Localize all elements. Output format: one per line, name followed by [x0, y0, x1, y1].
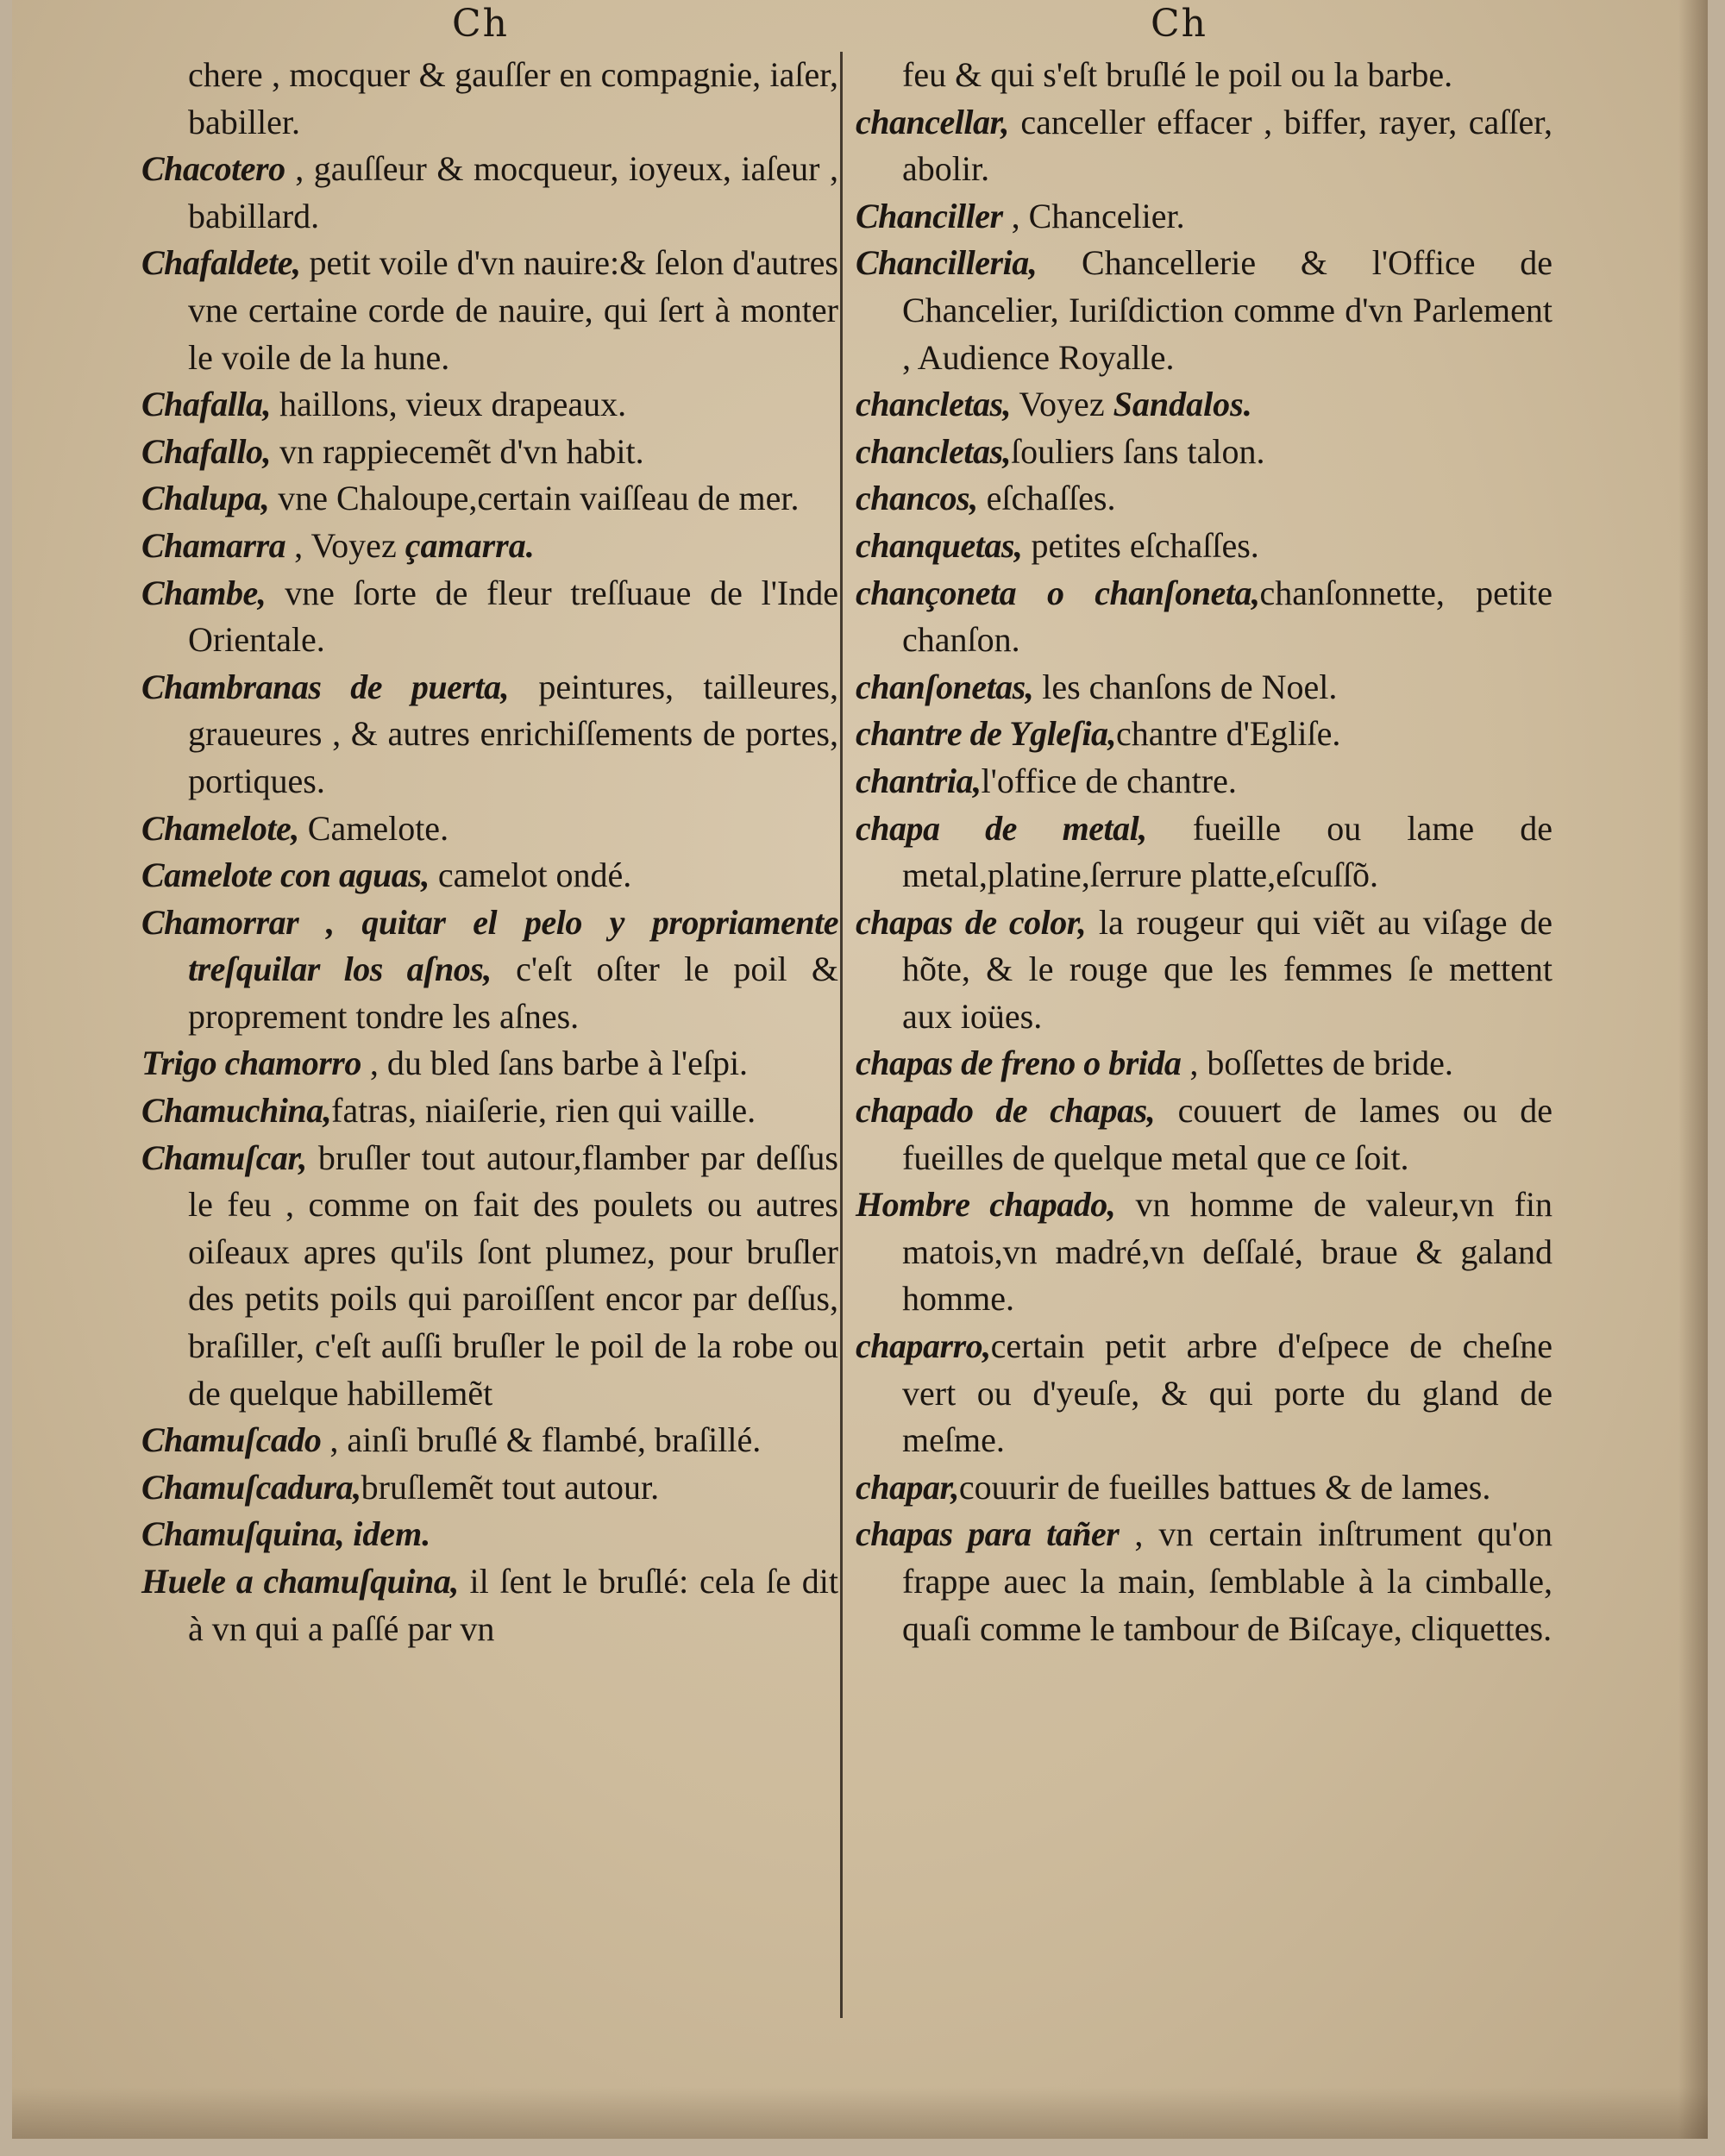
- dictionary-entry: [856, 664, 1552, 711]
- dictionary-entry: [856, 1087, 1552, 1181]
- running-head-right: Ch: [1151, 2, 1208, 46]
- entry-headword: chapas de freno o brida: [856, 1044, 1182, 1083]
- entry-separator: [299, 809, 308, 848]
- entry-definition: ſouliers ſans talon.: [1011, 431, 1265, 471]
- entry-headword: chapar,: [856, 1467, 959, 1507]
- dictionary-entry: [141, 1511, 838, 1558]
- dictionary-entry: [141, 475, 838, 523]
- entry-definition: bruſlemẽt tout autour.: [361, 1467, 660, 1507]
- dictionary-entry: [141, 1040, 838, 1087]
- column-divider: [840, 52, 843, 2018]
- entry-headword: Chambranas de puerta,: [141, 667, 510, 706]
- entry-definition: canceller effacer , biffer, rayer, caſſer, abolir.: [902, 102, 1553, 189]
- entry-headword: chantria,: [856, 761, 982, 800]
- entry-definition: c'eſt oſter le poil & proprement tondre les aſnes.: [188, 950, 839, 1036]
- dictionary-entry: [141, 805, 838, 853]
- entry-definition: peintures, tailleures, graueures , & autres enrichiſſements de portes, portiques.: [188, 667, 838, 800]
- entry-headword: Chanciller: [856, 196, 1003, 235]
- entry-headword: Chafallo,: [141, 431, 271, 471]
- entry-definition: les chanſons de Noel.: [1042, 667, 1338, 706]
- entry-headword: chanſonetas,: [856, 667, 1034, 706]
- entry-separator: [266, 573, 285, 612]
- entry-definition: du bled ſans barbe à l'eſpi.: [386, 1044, 749, 1083]
- dictionary-entry: [141, 146, 838, 240]
- right-column: [856, 52, 1552, 1652]
- dictionary-entry: [856, 99, 1552, 193]
- dictionary-entry: [141, 52, 838, 146]
- entry-headword: Chamelote,: [141, 808, 299, 848]
- dictionary-entry: [856, 240, 1552, 381]
- entry-headword: Chamuchina,: [141, 1091, 332, 1131]
- entry-definition: Voyez: [1019, 385, 1113, 424]
- entry-separator: ,: [1181, 1044, 1208, 1083]
- page-bottom-shadow: [12, 2087, 1708, 2139]
- dictionary-entry: [141, 852, 838, 899]
- entry-headword: chancos,: [856, 479, 978, 518]
- entry-cross-reference: Sandalos.: [1113, 385, 1252, 424]
- entry-separator: [271, 385, 279, 423]
- dictionary-entry: [141, 1135, 838, 1418]
- running-head-left: Ch: [452, 2, 510, 46]
- entry-definition: Voyez: [310, 525, 405, 565]
- entry-headword: chancletas,: [856, 385, 1012, 424]
- entry-separator: [307, 1138, 318, 1177]
- entry-separator: [344, 1514, 353, 1553]
- dictionary-entry: [856, 1040, 1552, 1087]
- entry-definition: la rougeur qui viẽt au viſage de hõte, & le rouge que les femmes ſe mettent aux ioües.: [902, 902, 1553, 1036]
- entry-definition: fueille ou lame de metal,platine,ſerrure platte,eſcuſſõ.: [902, 808, 1553, 895]
- entry-headword: Huele a chamuſquina,: [141, 1562, 459, 1601]
- dictionary-entry: [141, 523, 838, 570]
- dictionary-entry: [141, 429, 838, 476]
- dictionary-entry: [856, 1181, 1552, 1323]
- entry-headword: chapas de color,: [856, 902, 1087, 942]
- dictionary-entry: [856, 429, 1552, 476]
- entry-separator: [1147, 809, 1193, 848]
- entry-definition: petit voile d'vn nauire:& ſelon d'autres vne certaine corde de nauire, qui ſert à monter le voile de la hune.: [188, 243, 838, 377]
- entry-headword: Chamuſquina,: [141, 1514, 345, 1554]
- entry-definition: certain petit arbre d'eſpece de cheſne vert ou d'yeuſe, & qui porte du gland de meſme.: [902, 1326, 1552, 1460]
- entry-headword: Chacotero: [141, 149, 285, 189]
- dictionary-entry: [856, 1464, 1552, 1512]
- dictionary-entry: [856, 758, 1552, 805]
- entry-definition: bruſler tout autour,flamber par deſſus le feu , comme on fait des poulets ou autres oiſeaux apres qu'ils ſont plumez, pour bruſler des petits poils qui paroiſſent encor par deſſus, braſiller, c'eſt auſſi bruſler le poil de la robe ou de quelque habillemẽt: [188, 1138, 838, 1413]
- dictionary-entry: [141, 1087, 838, 1135]
- entry-headword: chancellar,: [856, 102, 1009, 141]
- entry-headword: chapas para tañer: [856, 1514, 1120, 1554]
- entry-separator: [509, 667, 538, 706]
- dictionary-entry: [856, 1323, 1552, 1464]
- entry-definition: camelot ondé.: [437, 856, 632, 895]
- dictionary-entry: [856, 475, 1552, 523]
- entry-definition: chanſonnette, petite chanſon.: [902, 573, 1553, 660]
- dictionary-entry: [141, 1417, 838, 1464]
- entry-separator: ,: [285, 149, 314, 189]
- entry-headword: chaparro,: [856, 1326, 991, 1366]
- entry-definition: vn homme de valeur,vn fin matois,vn madré,vn deſſalé, braue & galand homme.: [902, 1185, 1553, 1319]
- entry-separator: [978, 479, 987, 517]
- entry-definition: ainſi bruſlé & flambé, braſillé.: [347, 1420, 762, 1460]
- entry-cross-reference: çamarra.: [405, 525, 535, 565]
- entry-definition: couurir de fueilles battues & de lames.: [958, 1467, 1491, 1507]
- entry-headword: chapa de metal,: [856, 808, 1147, 848]
- entry-definition: fatras, niaiſerie, rien qui vaille.: [331, 1091, 756, 1131]
- entry-definition: couuert de lames ou de fueilles de quelque metal que ce ſoit.: [902, 1091, 1552, 1177]
- entry-definition: Chancellerie & l'Office de Chancelier, Iuriſdiction comme d'vn Parlement , Audience Royalle.: [902, 243, 1552, 377]
- dictionary-entry: [856, 711, 1552, 758]
- entry-definition: l'office de chantre.: [981, 761, 1237, 800]
- entry-headword: chanquetas,: [856, 525, 1023, 565]
- entry-definition: vne Chaloupe,certain vaiſſeau de mer.: [278, 479, 800, 518]
- book-page: [12, 0, 1708, 2139]
- entry-separator: [269, 479, 278, 517]
- left-column: [141, 52, 838, 1652]
- entry-definition: chantre d'Egliſe.: [1115, 714, 1341, 754]
- dictionary-entry: [141, 240, 838, 381]
- entry-definition: eſchaſſes.: [986, 479, 1116, 518]
- entry-separator: [1037, 243, 1082, 282]
- entry-headword: Chancilleria,: [856, 243, 1038, 283]
- dictionary-entry: [856, 805, 1552, 899]
- entry-headword: Chamarra: [141, 525, 286, 565]
- dictionary-entry: [856, 523, 1552, 570]
- entry-definition: feu & qui s'eſt bruſlé le poil ou la barbe.: [902, 55, 1453, 94]
- entry-separator: ,: [321, 1420, 348, 1460]
- entry-separator: [492, 950, 516, 988]
- entry-separator: [300, 243, 309, 282]
- entry-separator: ,: [285, 525, 311, 565]
- entry-headword: Chalupa,: [141, 479, 270, 518]
- entry-definition: boſſettes de bride.: [1207, 1044, 1453, 1083]
- dictionary-entry: [141, 381, 838, 429]
- entry-separator: [1086, 903, 1099, 942]
- page-edge-shadow: [1678, 0, 1708, 2139]
- entry-separator: [459, 1562, 470, 1601]
- dictionary-entry: [141, 1558, 838, 1652]
- dictionary-entry: [141, 1464, 838, 1512]
- entry-headword: chapado de chapas,: [856, 1091, 1156, 1131]
- entry-headword: Chamuſcadura,: [141, 1467, 361, 1507]
- entry-separator: [1033, 667, 1042, 706]
- entry-headword: Chambe,: [141, 573, 267, 612]
- entry-separator: [1011, 385, 1019, 423]
- entry-separator: [271, 432, 279, 471]
- dictionary-entry: [856, 52, 1552, 99]
- entry-headword: chancletas,: [856, 431, 1012, 471]
- entry-headword: chançoneta o chanſoneta,: [856, 573, 1260, 612]
- dictionary-entry: [141, 570, 838, 664]
- entry-definition: il ſent le bruſlé: cela ſe dit à vn qui a paſſé par vn: [188, 1562, 839, 1648]
- entry-headword: Chamorrar , quitar el pelo y propriamente treſquilar los aſnos,: [141, 902, 838, 989]
- entry-definition: haillons, vieux drapeaux.: [279, 385, 627, 424]
- entry-headword: Chamuſcar,: [141, 1138, 307, 1177]
- entry-definition: vne ſorte de fleur treſſuaue de l'Inde Orientale.: [188, 573, 839, 660]
- entry-headword: Chafalla,: [141, 385, 271, 424]
- entry-separator: [430, 856, 438, 894]
- entry-separator: [1155, 1091, 1177, 1130]
- entry-headword: Chamuſcado: [141, 1420, 322, 1460]
- entry-headword: Hombre chapado,: [856, 1185, 1116, 1225]
- entry-separator: ,: [361, 1044, 387, 1083]
- entry-headword: Camelote con aguas,: [141, 856, 430, 895]
- entry-separator: [1009, 103, 1021, 141]
- dictionary-entry: [856, 381, 1552, 429]
- dictionary-entry: [856, 193, 1552, 241]
- entry-definition: gauſſeur & mocqueur, ioyeux, iaſeur , babillard.: [188, 149, 838, 235]
- entry-separator: ,: [1119, 1514, 1159, 1554]
- entry-cross-reference: idem.: [353, 1514, 431, 1554]
- entry-definition: Camelote.: [307, 808, 449, 848]
- entry-definition: vn rappiecemẽt d'vn habit.: [279, 431, 644, 471]
- entry-definition: vn certain inſtrument qu'on frappe auec la main, ſemblable à la cimballe, quaſi comme le tambour de Biſcaye, cliquettes.: [902, 1514, 1553, 1648]
- entry-definition: petites eſchaſſes.: [1031, 525, 1259, 565]
- entry-headword: chantre de Ygleſia,: [856, 714, 1116, 754]
- dictionary-entry: [141, 664, 838, 805]
- entry-definition: chere , mocquer & gauſſer en compagnie, iaſer, babiller.: [188, 55, 838, 141]
- entry-definition: Chancelier.: [1028, 196, 1185, 235]
- entry-separator: [1022, 526, 1031, 565]
- dictionary-entry: [856, 1511, 1552, 1652]
- dictionary-entry: [856, 570, 1552, 664]
- entry-separator: [1115, 1185, 1135, 1224]
- dictionary-entry: [141, 899, 838, 1041]
- entry-separator: ,: [1002, 196, 1029, 235]
- entry-headword: Chafaldete,: [141, 243, 301, 283]
- dictionary-entry: [856, 899, 1552, 1041]
- entry-headword: Trigo chamorro: [141, 1044, 361, 1083]
